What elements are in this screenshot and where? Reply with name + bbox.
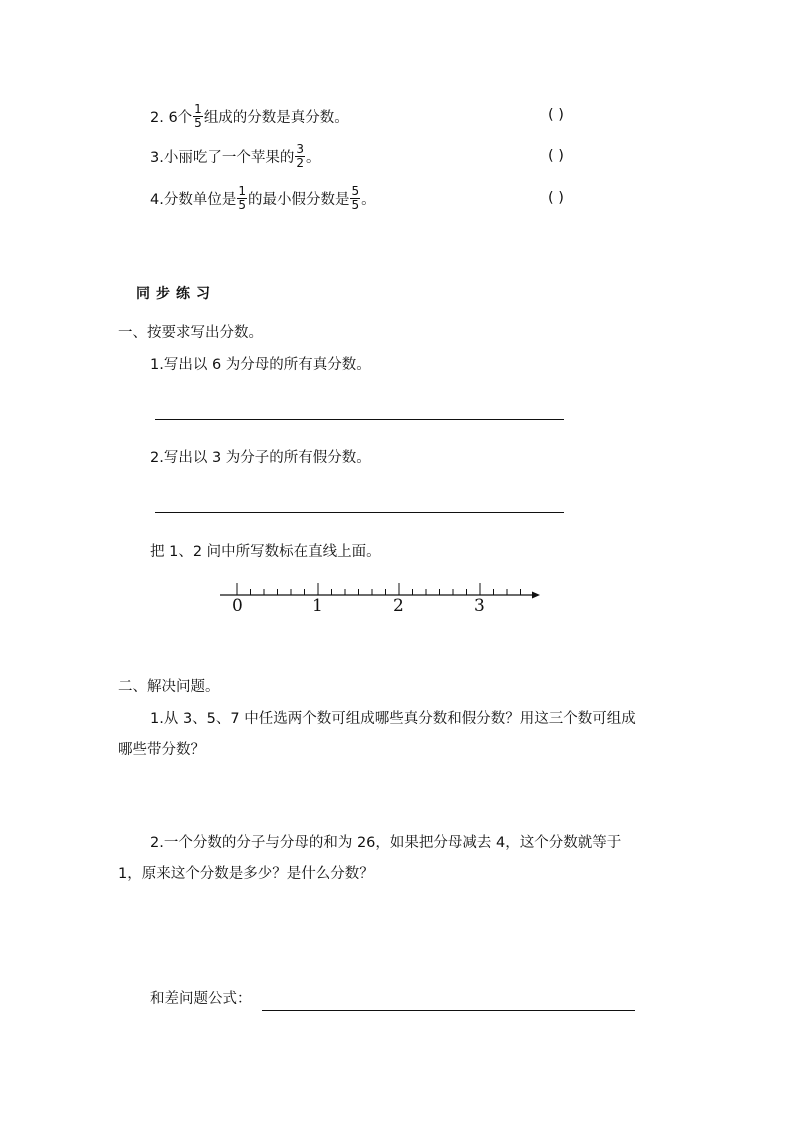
fraction-five-fifths: $\frac{5}{5}$: [351, 183, 360, 212]
number-line-label-1: 1: [312, 596, 323, 616]
number-line-label-3: 3: [474, 596, 485, 616]
practice-heading: 同步练习: [136, 286, 216, 302]
judge-q3-answer-paren[interactable]: ( ): [548, 148, 564, 164]
section1-question-1: 1.写出以 6 为分母的所有真分数。: [150, 357, 371, 373]
formula-answer-line[interactable]: [262, 1010, 635, 1011]
number-line-arrow-icon: [532, 592, 540, 599]
number-line-label-2: 2: [393, 596, 404, 616]
fraction-one-fifth-unit: $\frac{1}{5}$: [238, 183, 246, 212]
judge-q4-mid: 的最小假分数是: [247, 191, 350, 208]
judge-q2-suffix: 组成的分数是真分数。: [203, 109, 349, 126]
answer-line-1[interactable]: [155, 419, 564, 420]
fraction-three-halves: $\frac{3}{2}$: [296, 141, 304, 170]
judge-q4-suffix: 。: [361, 191, 376, 208]
number-line-label-0: 0: [232, 596, 243, 616]
section1-instruction: 把 1、2 问中所写数标在直线上面。: [150, 544, 381, 560]
judge-question-2: [150, 100, 349, 132]
judge-q3-suffix: 。: [305, 149, 321, 166]
fraction-one-fifth: $\frac{1}{5}$: [194, 101, 202, 130]
section1-question-2: 2.写出以 3 为分子的所有假分数。: [150, 450, 371, 466]
section2-question-2-line-2: 1，原来这个分数是多少？是什么分数？: [118, 866, 374, 882]
number-line[interactable]: [215, 578, 550, 618]
section2-question-1-line-2: 哪些带分数？: [118, 742, 205, 758]
judge-q4-answer-paren[interactable]: ( ): [548, 190, 564, 206]
answer-line-2[interactable]: [155, 512, 564, 513]
judge-question-4: [150, 182, 376, 214]
formula-label: 和差问题公式：: [150, 991, 252, 1007]
number-line-axis: [215, 578, 550, 600]
judge-q2-prefix: 2. 6个: [150, 109, 193, 126]
section1-title: 一、按要求写出分数。: [118, 325, 263, 341]
judge-q3-prefix: 3.小丽吃了一个苹果的: [150, 149, 295, 166]
section2-question-1-line-1: 1.从 3、5、7 中任选两个数可组成哪些真分数和假分数？用这三个数可组成: [150, 711, 636, 727]
judge-q2-answer-paren[interactable]: ( ): [548, 107, 564, 123]
judge-q4-prefix: 4.分数单位是: [150, 191, 237, 208]
section2-title: 二、解决问题。: [118, 679, 220, 695]
section2-question-2-line-1: 2.一个分数的分子与分母的和为 26，如果把分母减去 4，这个分数就等于: [150, 835, 622, 851]
judge-question-3: [150, 140, 320, 172]
